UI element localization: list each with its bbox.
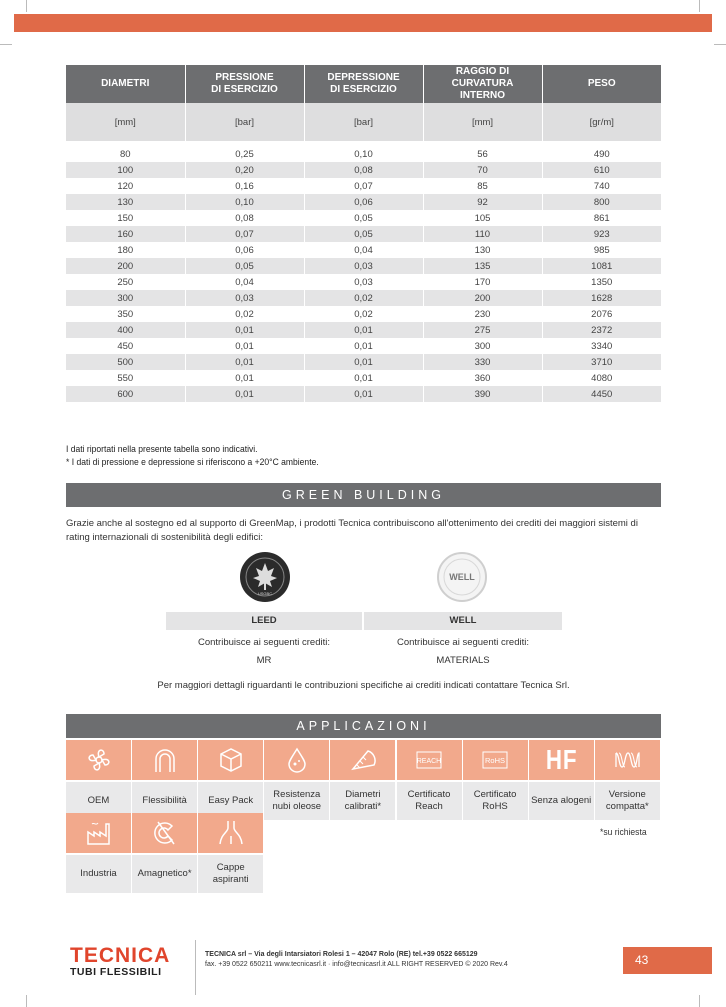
table-row — [66, 386, 661, 402]
table-cell: 0,01 — [304, 322, 423, 338]
table-cell: 400 — [66, 322, 185, 338]
table-row — [66, 226, 661, 242]
table-cell: 4450 — [542, 386, 661, 402]
col-header-diametri: DIAMETRI — [66, 65, 185, 103]
top-accent-bar — [14, 14, 712, 32]
crop-mark — [26, 995, 27, 1007]
table-cell: 0,07 — [185, 226, 304, 242]
table-cell: 180 — [66, 242, 185, 258]
application-flex-hose — [132, 740, 197, 820]
table-row — [66, 322, 661, 338]
crop-mark — [0, 44, 12, 45]
footer-contact — [205, 950, 508, 970]
table-cell: 350 — [66, 306, 185, 322]
tecnica-logo — [70, 945, 180, 978]
leed-logo-icon — [239, 551, 291, 603]
table-row — [66, 162, 661, 178]
table-cell: 100 — [66, 162, 185, 178]
table-cell: 0,10 — [185, 194, 304, 210]
caliper-icon — [330, 740, 395, 780]
table-row — [66, 178, 661, 194]
unit-cell: [gr/m] — [542, 103, 661, 141]
table-cell: 0,06 — [185, 242, 304, 258]
table-row — [66, 306, 661, 322]
unit-cell: [mm] — [66, 103, 185, 141]
table-row — [66, 258, 661, 274]
rohs-icon — [463, 740, 528, 780]
table-cell: 0,01 — [304, 338, 423, 354]
brand-name: TECNICA — [70, 944, 171, 967]
table-cell: 4080 — [591, 372, 613, 384]
leed-credit: MR — [256, 655, 272, 666]
table-row — [66, 242, 661, 258]
footer-divider — [195, 940, 196, 995]
table-cell: 3340 — [591, 340, 613, 352]
application-oil-drop — [264, 740, 329, 820]
table-cell: 170 — [423, 274, 542, 290]
application-caliper — [330, 740, 395, 820]
application-hf — [529, 740, 594, 820]
table-cell: 0,01 — [304, 386, 423, 402]
svg-text:WELL: WELL — [449, 572, 475, 582]
table-cell: 250 — [66, 274, 185, 290]
table-cell: 450 — [66, 338, 185, 354]
extractor-hood-icon — [198, 813, 263, 853]
application-label: OEM — [66, 782, 131, 820]
application-label: Industria — [66, 855, 131, 893]
table-cell: 0,08 — [185, 210, 304, 226]
crop-mark — [714, 44, 726, 45]
application-label: Easy Pack — [198, 782, 263, 820]
svg-text:REACH: REACH — [416, 758, 442, 765]
application-rohs — [463, 740, 528, 820]
table-cell: 300 — [66, 290, 185, 306]
table-row — [66, 194, 661, 210]
footer-line: TECNICA srl – Via degli Intarsiatori Rolesi 1 – 42047 Rolo (RE) tel.+39 0522 665129 — [205, 951, 478, 958]
application-factory — [66, 813, 131, 893]
table-row — [66, 210, 661, 226]
factory-icon — [66, 813, 131, 853]
table-cell: 200 — [66, 258, 185, 274]
application-label: Certificato RoHS — [463, 782, 528, 820]
table-notes — [66, 443, 319, 469]
table-cell: 0,10 — [304, 146, 423, 162]
specifications-table — [66, 65, 661, 402]
table-cell: 740 — [593, 180, 610, 192]
magnet-icon — [132, 813, 197, 853]
leed-text: Contribuisce ai seguenti crediti: — [197, 637, 330, 648]
table-cell: 0,08 — [304, 162, 423, 178]
table-cell: 800 — [542, 194, 661, 210]
table-cell: 130 — [423, 242, 542, 258]
application-label: Cappe aspiranti — [198, 855, 263, 893]
table-cell: 0,06 — [304, 194, 423, 210]
table-cell: 0,01 — [185, 370, 304, 386]
table-cell: 70 — [423, 162, 542, 178]
table-cell: 135 — [423, 258, 542, 274]
table-cell: 85 — [423, 178, 542, 194]
crop-mark — [699, 0, 700, 12]
flex-hose-icon — [132, 740, 197, 780]
table-cell: 0,07 — [304, 178, 423, 194]
table-cell: 110 — [423, 226, 542, 242]
note-line: I dati riportati nella presente tabella sono indicativi. — [66, 444, 258, 455]
table-cell: 0,16 — [185, 178, 304, 194]
application-box — [198, 740, 263, 820]
table-cell: 0,02 — [185, 306, 304, 322]
table-cell: 3710 — [542, 354, 661, 370]
table-cell: 230 — [423, 306, 542, 322]
table-cell: 1628 — [542, 290, 661, 306]
application-label: Versione compatta* — [595, 782, 660, 820]
application-label: Senza alogeni — [529, 782, 594, 820]
application-label: Amagnetico* — [132, 855, 197, 893]
footnote-su-richiesta: *su richiesta — [600, 827, 647, 838]
table-cell: 0,03 — [185, 290, 304, 306]
table-cell: 1350 — [591, 276, 613, 288]
green-building-title: GREEN BUILDING — [66, 483, 661, 507]
table-cell: 985 — [593, 244, 610, 256]
table-cell: 0,01 — [185, 354, 304, 370]
table-cell: 861 — [593, 212, 610, 224]
application-fan — [66, 740, 131, 820]
table-cell: 550 — [66, 370, 185, 386]
table-cell: 0,05 — [185, 258, 304, 274]
leed-header: LEED — [166, 612, 362, 630]
note-line: * I dati di pressione e depressione si riferiscono a +20°C ambiente. — [66, 457, 319, 468]
table-cell: 923 — [542, 226, 661, 242]
table-cell: 0,20 — [185, 162, 304, 178]
table-cell: 80 — [66, 146, 185, 162]
table-cell: 600 — [66, 386, 185, 402]
spring-icon — [595, 740, 660, 780]
svg-text:USGBC: USGBC — [257, 591, 273, 596]
table-cell: 120 — [66, 178, 185, 194]
svg-text:RoHS: RoHS — [485, 756, 506, 765]
application-label: Resistenza nubi oleose — [264, 782, 329, 820]
oil-drop-icon — [264, 740, 329, 780]
table-cell: 0,01 — [185, 386, 304, 402]
well-logo-icon — [435, 550, 489, 604]
table-cell: 0,03 — [304, 274, 423, 290]
table-cell: 610 — [542, 162, 661, 178]
col-header-depressione: DEPRESSIONE DI ESERCIZIO — [304, 65, 423, 103]
table-cell: 2076 — [591, 308, 613, 320]
table-cell: 490 — [593, 148, 610, 160]
fan-icon — [66, 740, 131, 780]
table-row — [66, 290, 661, 306]
table-cell: 0,02 — [304, 290, 423, 306]
col-header-peso: PESO — [542, 65, 661, 103]
table-cell: 1081 — [542, 258, 661, 274]
footer-line: fax. +39 0522 650211 www.tecnicasrl.it · info@tecnicasrl.it ALL RIGHT RESERVED © 2020 Rev.4 — [205, 961, 508, 968]
well-credit: MATERIALS — [436, 655, 490, 666]
units-row — [66, 103, 661, 141]
application-reach — [397, 740, 462, 820]
table-cell: 0,05 — [304, 226, 423, 242]
table-row — [66, 354, 661, 370]
table-cell: 92 — [423, 194, 542, 210]
unit-cell: [bar] — [185, 103, 304, 141]
application-spring — [595, 740, 660, 820]
more-info-text: Per maggiori dettagli riguardanti le contribuzioni specifiche ai crediti indicati contattare Tecnica Srl. — [157, 680, 570, 691]
well-text: Contribuisce ai seguenti crediti: — [396, 637, 529, 648]
green-building-intro: Grazie anche al sostegno ed al supporto di GreenMap, i prodotti Tecnica contribuiscono all'ottenimento dei crediti dei maggiori sistemi di rating internazionali di sostenibilità degli edifici: — [66, 518, 638, 543]
brand-subtitle: TUBI FLESSIBILI — [70, 966, 162, 978]
table-row — [66, 146, 661, 162]
table-cell: 160 — [66, 226, 185, 242]
page-number: 43 — [623, 947, 712, 974]
reach-icon — [397, 740, 462, 780]
table-cell: 105 — [423, 210, 542, 226]
application-label: Flessibilità — [132, 782, 197, 820]
table-cell: 0,04 — [304, 242, 423, 258]
table-cell: 0,01 — [304, 354, 423, 370]
table-cell: 390 — [423, 386, 542, 402]
table-cell: 0,01 — [304, 370, 423, 386]
table-cell: 200 — [423, 290, 542, 306]
unit-cell: [bar] — [304, 103, 423, 141]
application-magnet — [132, 813, 197, 893]
table-cell: 0,04 — [185, 274, 304, 290]
crop-mark — [699, 995, 700, 1007]
table-cell: 0,03 — [304, 258, 423, 274]
table-cell: 0,02 — [304, 306, 423, 322]
table-cell: 300 — [423, 338, 542, 354]
table-cell: 330 — [423, 354, 542, 370]
table-row — [66, 338, 661, 354]
table-cell: 150 — [66, 210, 185, 226]
col-header-raggio: RAGGIO DI CURVATURA INTERNO — [423, 65, 542, 103]
unit-cell: [mm] — [423, 103, 542, 141]
table-cell: 0,01 — [185, 322, 304, 338]
table-cell: 500 — [66, 354, 185, 370]
table-row — [66, 370, 661, 386]
table-row — [66, 274, 661, 290]
hf-icon: HF — [529, 740, 594, 780]
table-cell: 0,25 — [185, 146, 304, 162]
table-cell: 0,01 — [185, 338, 304, 354]
crop-mark — [26, 0, 27, 12]
well-header: WELL — [364, 612, 562, 630]
box-icon — [198, 740, 263, 780]
table-cell: 2372 — [542, 322, 661, 338]
application-extractor-hood — [198, 813, 263, 893]
table-cell: 275 — [423, 322, 542, 338]
application-label: Diametri calibrati* — [330, 782, 395, 820]
col-header-pressione: PRESSIONE DI ESERCIZIO — [185, 65, 304, 103]
table-cell: 56 — [423, 146, 542, 162]
table-cell: 0,05 — [304, 210, 423, 226]
table-cell: 360 — [423, 370, 542, 386]
applicazioni-title: APPLICAZIONI — [66, 714, 661, 738]
application-label: Certificato Reach — [397, 782, 462, 820]
table-cell: 130 — [66, 194, 185, 210]
